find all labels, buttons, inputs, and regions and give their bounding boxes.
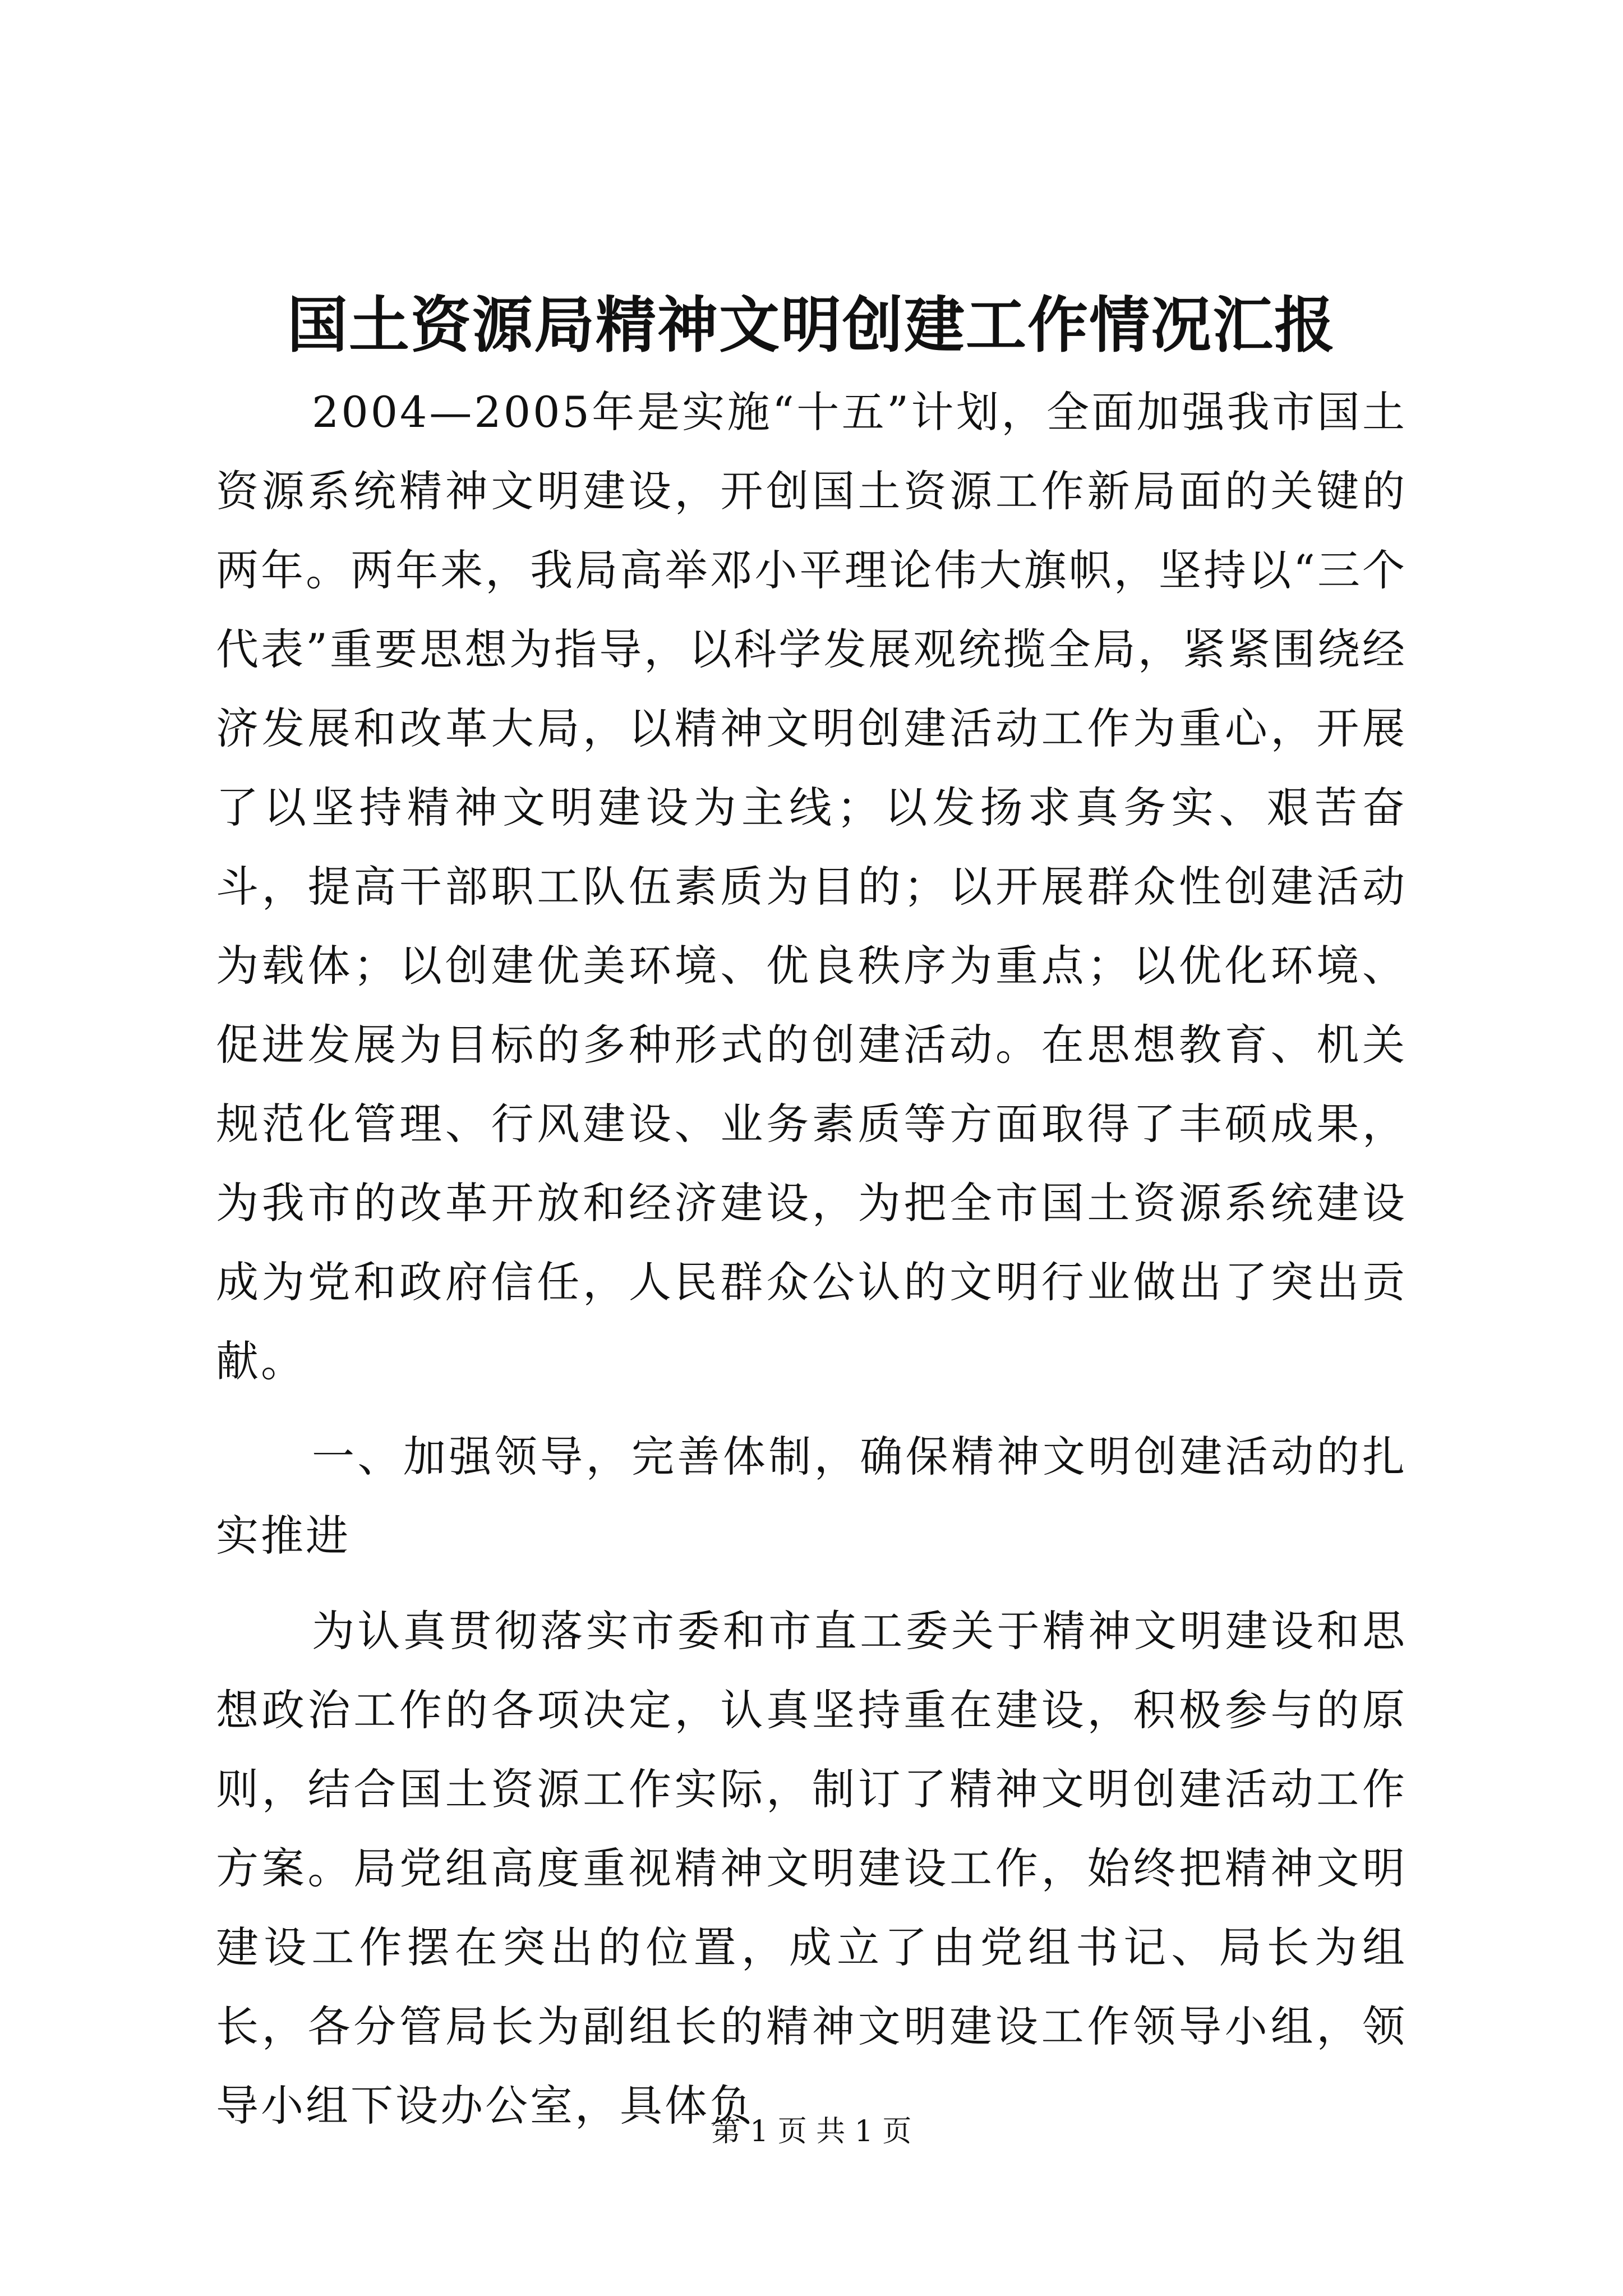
paragraph-section-1: 为认真贯彻落实市委和市直工委关于精神文明建设和思想政治工作的各项决定，认真坚持重在建设，积极参与的原则，结合国土资源工作实际，制订了精神文明创建活动工作方案。局党组高度重视精神文明建设工作，始终把精神文明建设工作摆在突出的位置，成立了由党组书记、局长为组长，各分管局长为副组长的精神文明建设工作领导小组，领导小组下设办公室，具体负 xyxy=(216,1606,1407,2131)
document-title: 国土资源局精神文明创建工作情况汇报 xyxy=(287,290,1336,361)
paragraph-intro: 2004—2005年是实施“十五”计划，全面加强我市国土资源系统精神文明建设，开创国土资源工作新局面的关键的两年。两年来，我局高举邓小平理论伟大旗帜，坚持以“三个代表”重要思想为指导，以科学发展观统揽全局，紧紧围绕经济发展和改革大局，以精神文明创建活动工作为重心，开展了以坚持精神文明建设为主线；以发扬求真务实、艰苦奋斗，提高干部职工队伍素质为目的；以开展群众性创建活动为载体；以创建优美环境、优良秩序为重点；以优化环境、促进发展为目标的多种形式的创建活动。在思想教育、机关规范化管理、行风建设、业务素质等方面取得了丰硕成果，为我市的改革开放和经济建设，为把全市国土资源系统建设成为党和政府信任，人民群众公认的文明行业做出了突出贡献。 xyxy=(216,387,1407,1386)
section-heading-1: 一、加强领导，完善体制，确保精神文明创建活动的扎实推进 xyxy=(216,1432,1407,1561)
document-body xyxy=(216,372,1407,2161)
page-footer: 第 1 页 共 1 页 xyxy=(711,2115,912,2148)
